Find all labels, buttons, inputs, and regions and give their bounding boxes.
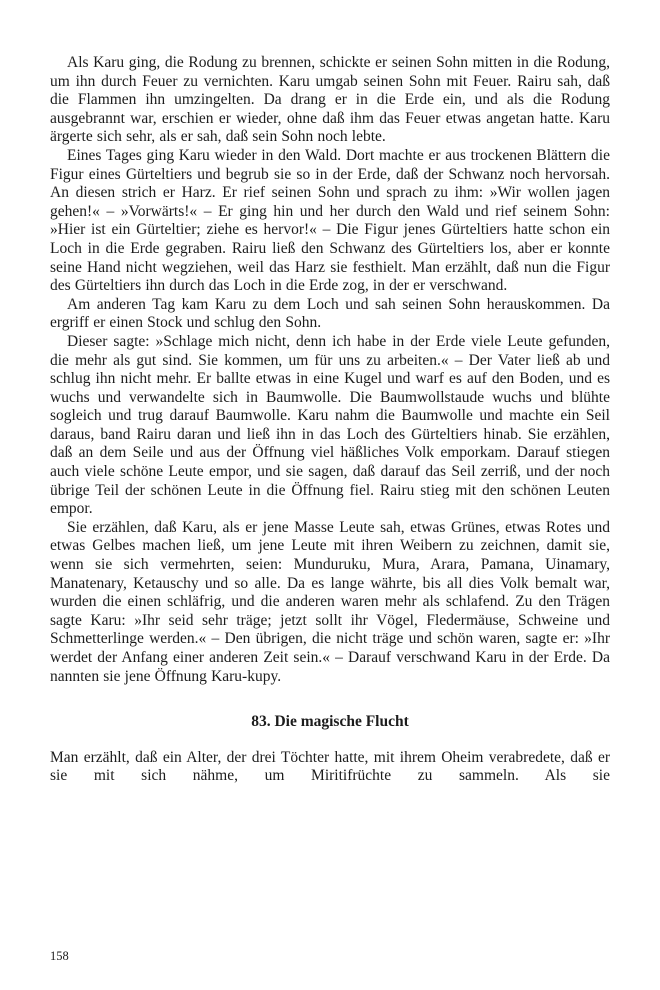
section-heading: 83. Die magische Flucht	[251, 713, 409, 731]
content-blocks	[50, 54, 610, 786]
page-number: 158	[50, 949, 69, 963]
paragraph: Man erzählt, daß ein Alter, der drei Töchter hatte, mit ihrem Oheim verabredete, daß er sie mit sich nähme, um Miritifrüchte zu sammeln. Als sie	[50, 748, 610, 785]
paragraph: Sie erzählen, daß Karu, als er jene Masse Leute sah, etwas Grünes, etwas Rotes und etwas Gelbes machen ließ, um jene Leute mit ihren Weibern zu zeichnen, damit sie, wenn sie sich vermehrten, seien: Munduruku, Mura, Arara, Pamana, Uinamary, Manatenary, Ketauschy und so alle. Da es lange währte, bis all dies Volk bemalt war, wurden die einen schläfrig, und die anderen waren mehr als schlafend. Zu den Trägen sagte Karu: »Ihr seid sehr träge; jetzt sollt ihr Vögel, Fledermäuse, Schweine und Schmetterlinge werden.« – Den übrigen, die nicht träge und schön waren, sagte er: »Ihr werdet der Anfang einer anderen Zeit sein.« – Darauf verschwand Karu in der Erde. Da nannten sie jene Öffnung Karu-kupy.	[50, 518, 610, 685]
paragraph: Dieser sagte: »Schlage mich nicht, denn ich habe in der Erde viele Leute gefunden, die mehr als gut sind. Sie kommen, um für uns zu arbeiten.« – Der Vater ließ ab und schlug ihn nicht mehr. Er ballte etwas in eine Kugel und warf es auf den Boden, und es wuchs und verwandelte sich in Baumwolle. Die Baumwollstaude wuchs und blühte sogleich und trug darauf Baumwolle. Karu nahm die Baumwolle und machte ein Seil daraus, band Rairu daran und ließ ihn in das Loch des Gürteltiers hinab. Sie erzählen, daß an dem Seile und aus der Öffnung viel häßliches Volk emporkam. Darauf stiegen auch viele schöne Leute empor, und sie sagen, daß darauf das Seil zerriß, und der noch übrige Teil der schönen Leute in die Öffnung fiel. Rairu stieg mit den schönen Leuten empor.	[50, 332, 610, 518]
paragraph: Am anderen Tag kam Karu zu dem Loch und sah seinen Sohn herauskommen. Da ergriff er einen Stock und schlug den Sohn.	[50, 295, 610, 332]
paragraph: Eines Tages ging Karu wieder in den Wald. Dort machte er aus trockenen Blättern die Figur eines Gürteltiers und begrub sie so in der Erde, daß der Schwanz noch hervorsah. An diesen strich er Harz. Er rief seinen Sohn und sprach zu ihm: »Wir wollen jagen gehen!« – »Vorwärts!« – Er ging hin und her durch den Wald und rief seinem Sohn: »Hier ist ein Gürteltier; ziehe es hervor!« – Die Figur jenes Gürteltiers hatte schon ein Loch in die Erde gegraben. Rairu ließ den Schwanz des Gürteltiers los, aber er konnte seine Hand nicht wegziehen, weil das Harz sie festhielt. Man erzählt, daß nun die Figur des Gürteltiers ihn durch das Loch in die Erde zog, in der er verschwand.	[50, 146, 610, 295]
paragraph: Als Karu ging, die Rodung zu brennen, schickte er seinen Sohn mitten in die Rodung, um ihn durch Feuer zu vernichten. Karu umgab seinen Sohn mit Feuer. Rairu sah, daß die Flammen ihn umzingelten. Da drang er in die Erde ein, und als die Rodung ausgebrannt war, erschien er wieder, ohne daß ihm das Feuer etwas angetan hatte. Karu ärgerte sich sehr, als er sah, daß sein Sohn noch lebte.	[50, 54, 610, 146]
